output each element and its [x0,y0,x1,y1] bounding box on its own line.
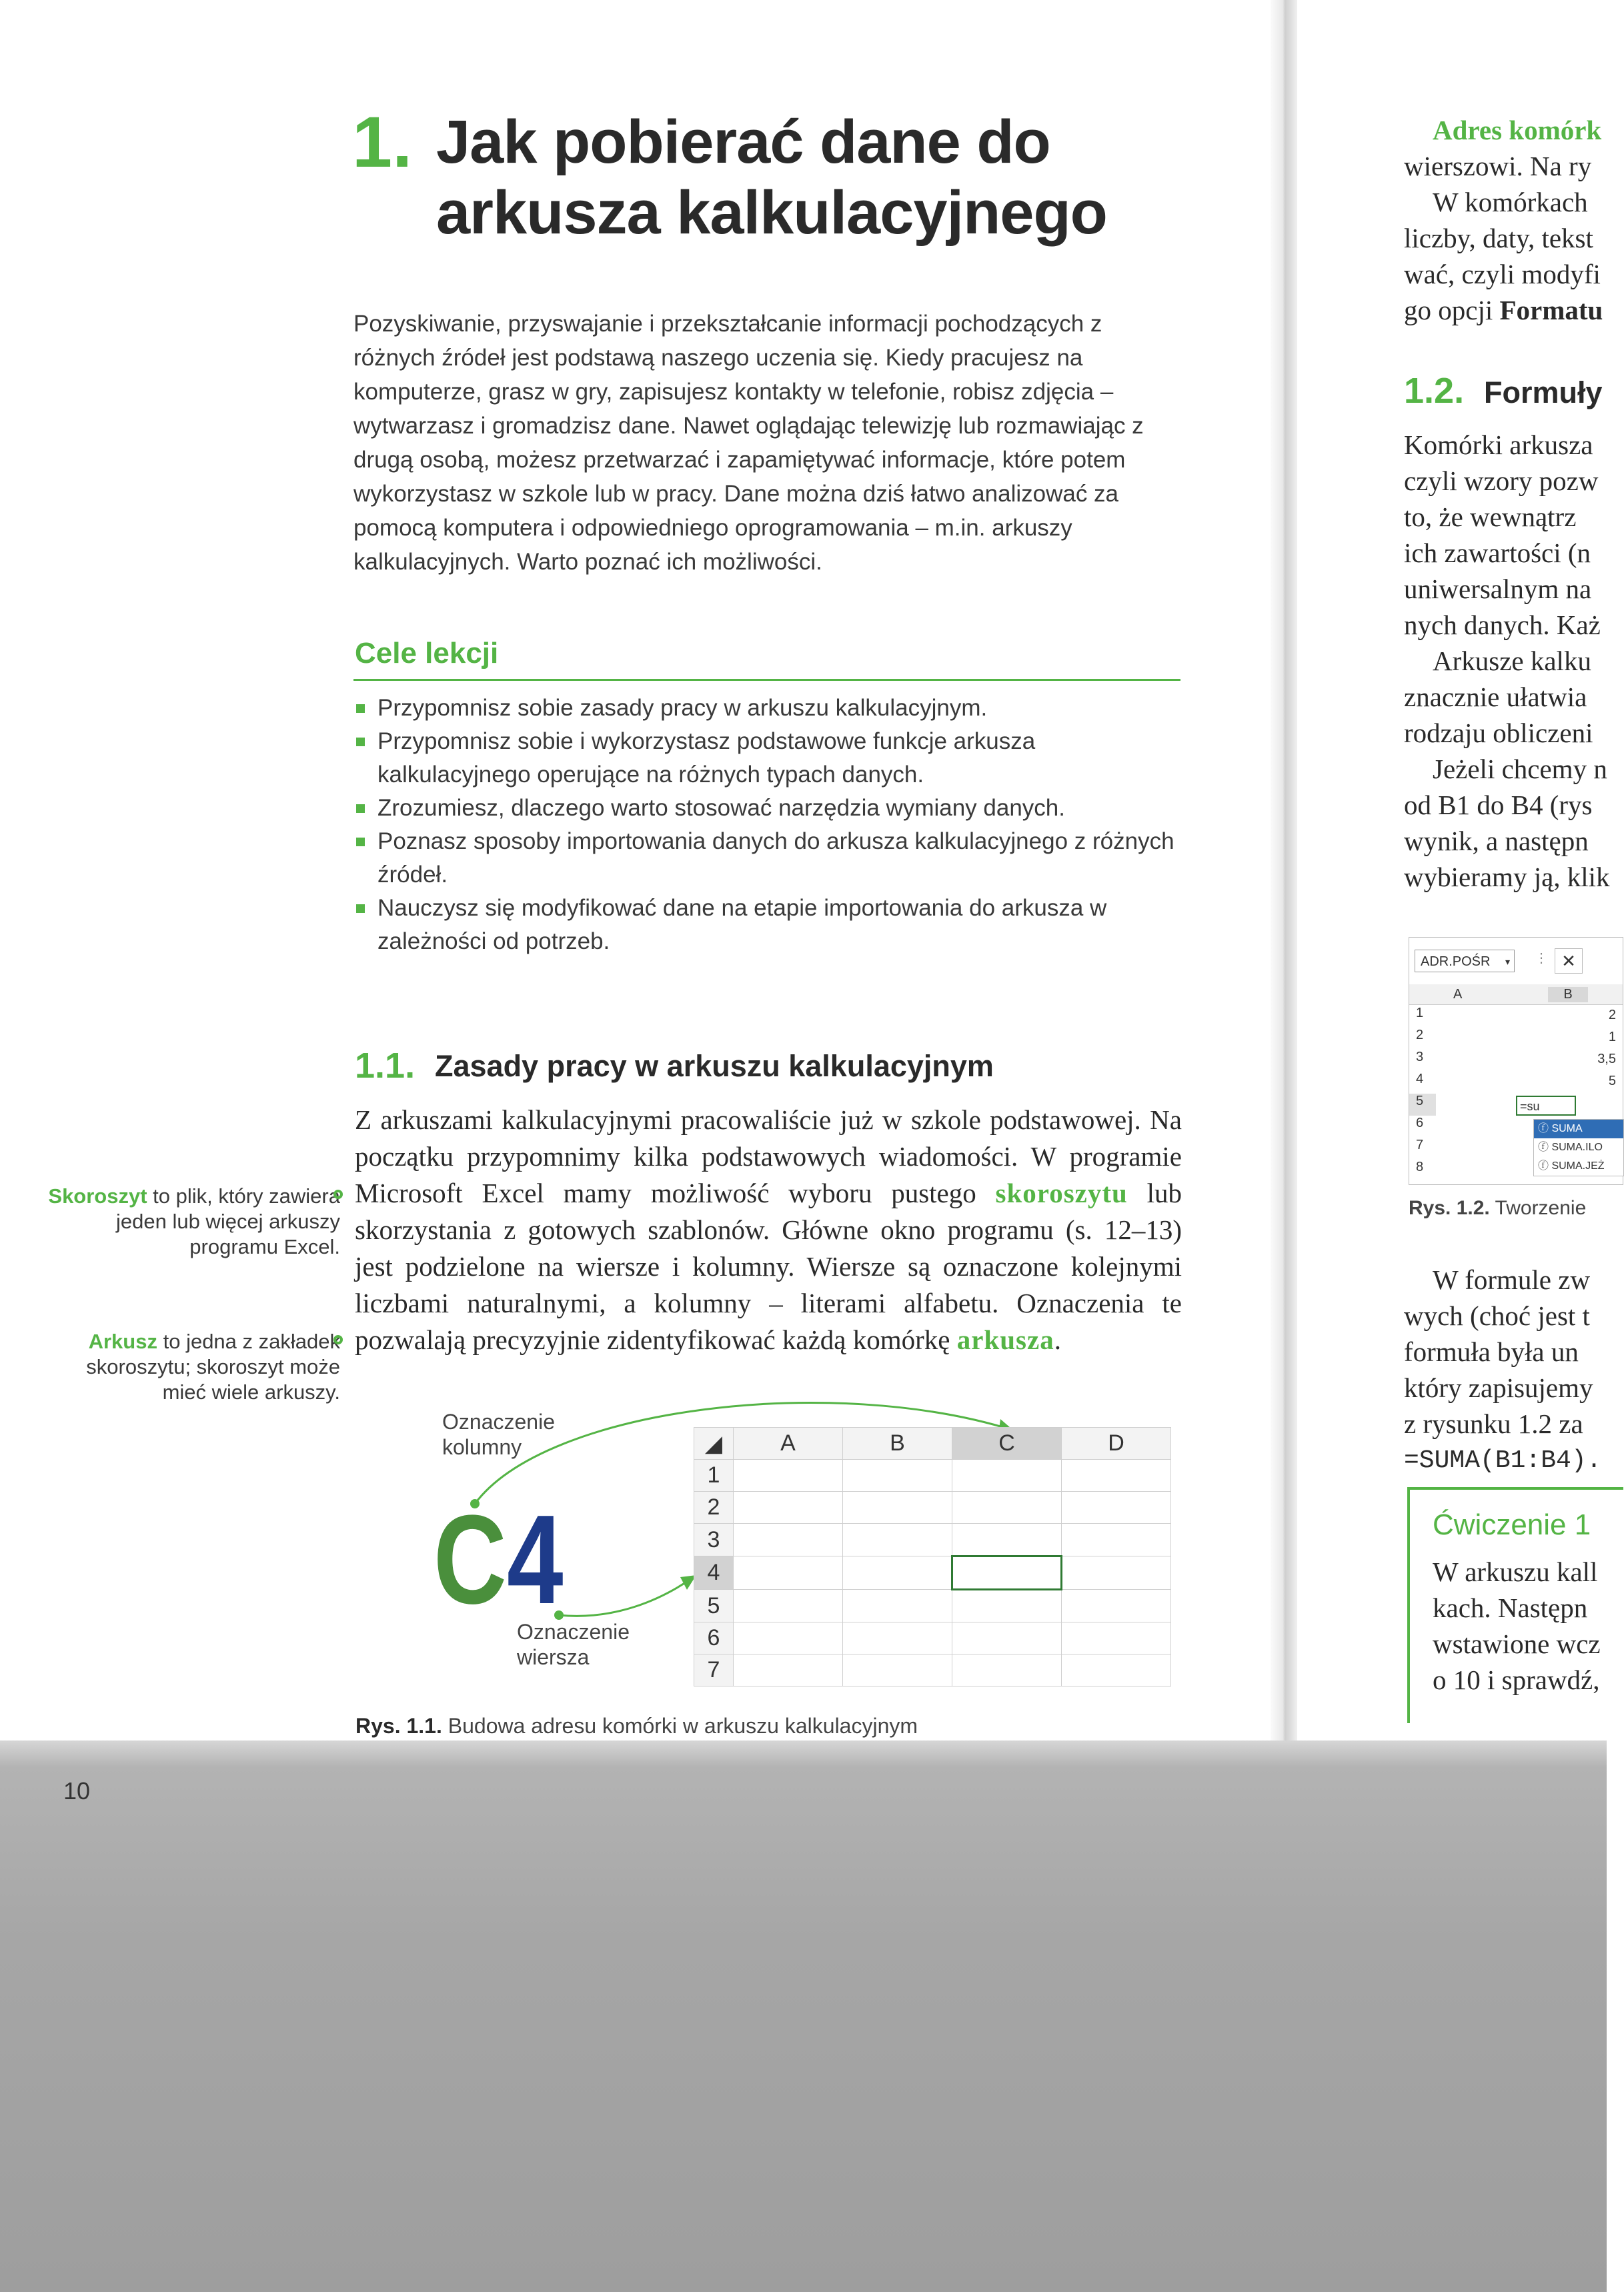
name-box-value: ADR.POŚR [1421,954,1491,969]
goal-item: Poznasz sposoby importowania danych do arkusza kalkulacyjnego z różnych źródeł. [353,825,1180,892]
goal-item: Przypomnisz sobie i wykorzystasz podstawowe funkcje arkusza kalkulacyjnego operujące na różnych typach danych. [353,725,1180,792]
table-row [694,1492,1171,1524]
selected-cell-c4 [952,1556,1062,1590]
column-header: D [1062,1428,1171,1460]
mini-row: 4 [1416,1072,1424,1086]
right-line: od B1 do B4 (rys [1404,790,1593,820]
right-line: znacznie ułatwia [1404,682,1587,712]
table-row [694,1460,1171,1492]
caption-number: Rys. 1.1. [355,1714,442,1738]
formula-bar-separator: ⋮ [1535,951,1548,966]
mini-row-headers [1409,1006,1436,1182]
right-line: Arkusze kalku [1433,646,1591,676]
mini-formula-cell: =su [1516,1096,1576,1116]
right-heading-address: Adres komórk [1433,115,1602,145]
row-header: 3 [694,1524,734,1556]
right-line: z rysunku 1.2 za [1404,1408,1583,1439]
row-header: 7 [694,1654,734,1686]
mini-row: 1 [1416,1006,1424,1020]
term-arkusz: arkusza [956,1324,1054,1355]
mini-value: 1 [1608,1030,1616,1044]
exercise-line: wstawione wcz [1433,1628,1601,1659]
table-row [694,1524,1171,1556]
right-line: formuła była un [1404,1336,1579,1367]
right-figure-caption [1409,1197,1586,1220]
autocomplete-label: SUMA.ILO [1551,1142,1603,1153]
formula-example: =SUMA(B1:B4). [1404,1446,1602,1475]
row-header: 6 [694,1622,734,1654]
body-text: lub skorzystania z gotowych szablonów. Główne okno programu (s. 12–13) jest podzielone na wiersze i kolumny. Wiersze są oznaczone kolejnymi liczbami naturalnymi, a kolumny – literami alfabetu. Oznaczenia te pozwalają precyzyjnie zidentyfikować każdą komórkę [355,1178,1182,1355]
caption-text: Tworzenie [1489,1197,1587,1219]
select-all-corner: ◢ [694,1428,734,1460]
right-line: W komórkach [1433,187,1588,217]
right-line: czyli wzory pozw [1404,465,1599,496]
formula-screenshot [1409,937,1623,1185]
row-header: 1 [694,1460,734,1492]
goal-item: Nauczysz się modyfikować dane na etapie importowania do arkusza w zależności od potrzeb. [353,892,1180,958]
mini-col-a: A [1453,987,1463,1002]
right-section-title: Formuły [1484,375,1603,409]
row-header: 2 [694,1492,734,1524]
right-line: Jeżeli chcemy n [1433,754,1607,784]
caption-number: Rys. 1.2. [1409,1197,1490,1219]
label-column-designation: Oznaczenie kolumny [442,1410,555,1459]
dropdown-arrow-icon: ▾ [1505,956,1510,967]
right-line-text: go opcji [1404,295,1500,325]
figure-caption [355,1714,918,1739]
autocomplete-label: SUMA [1551,1123,1583,1134]
goal-item: Zrozumiesz, dlaczego warto stosować narzędzia wymiany danych. [353,792,1180,825]
right-line: wynik, a następn [1404,826,1589,856]
section-number: 1.1. [355,1046,416,1086]
note-term: Skoroszyt [48,1184,147,1208]
exercise-line: W arkuszu kall [1433,1556,1598,1587]
exercise-line: kach. Następn [1433,1592,1588,1623]
right-section-number: 1.2. [1404,371,1465,411]
note-text: to plik, który zawiera jeden lub więcej arkuszy programu Excel. [115,1184,340,1258]
right-line: rodzaju obliczeni [1404,718,1593,748]
mini-col-b: B [1548,987,1588,1002]
column-header-selected: C [952,1428,1062,1460]
right-line: ich zawartości (n [1404,537,1591,568]
goals-heading: Cele lekcji [355,637,499,670]
name-box [1415,950,1515,972]
chapter-number: 1. [352,101,413,182]
arrow-to-row-4 [559,1577,694,1616]
mini-row: 5 [1409,1094,1436,1116]
cancel-icon: ✕ [1555,948,1583,974]
exercise-line: o 10 i sprawdź, [1433,1664,1600,1695]
page-number: 10 [63,1777,91,1805]
mini-row: 3 [1416,1050,1424,1064]
row-header-selected: 4 [694,1556,734,1590]
right-line [1404,292,1603,328]
table-row [694,1622,1171,1654]
exercise-title: Ćwiczenie 1 [1433,1508,1591,1541]
mini-column-headers [1409,984,1623,1005]
mini-row: 6 [1416,1116,1424,1130]
mini-row: 8 [1416,1160,1424,1174]
term-skoroszyt: skoroszytu [995,1178,1128,1208]
label-row-designation: Oznaczenie wiersza [517,1620,630,1669]
body-text: Z arkuszami kalkulacyjnymi pracowaliście już w szkole podstawowej. Na początku przypomnimy kilka podstawowych wiadomości. W programie Microsoft Excel mamy możliwość wyboru pustego [355,1104,1182,1208]
mini-value: 2 [1608,1008,1616,1022]
right-line: liczby, daty, tekst [1404,223,1593,253]
table-row [694,1590,1171,1622]
table-row [694,1654,1171,1686]
mini-value: 3,5 [1597,1052,1616,1066]
caption-text: Budowa adresu komórki w arkuszu kalkulacyjnym [442,1714,918,1738]
section-title: Zasady pracy w arkuszu kalkulacyjnym [435,1049,994,1083]
right-line: to, że wewnątrz [1404,501,1577,532]
grid-header-row [694,1428,1171,1460]
goal-item: Przypomnisz sobie zasady pracy w arkuszu kalkulacyjnym. [353,692,1180,725]
note-term: Arkusz [88,1330,157,1353]
mini-value: 5 [1608,1074,1616,1088]
column-header: B [843,1428,952,1460]
mini-row: 2 [1416,1028,1424,1042]
autocomplete-label: SUMA.JEŻ [1551,1160,1605,1172]
right-line: wierszowi. Na ry [1404,151,1592,181]
right-line: który zapisujemy [1404,1372,1593,1403]
autocomplete-item: ⓕ SUMA.ILO [1538,1142,1603,1153]
right-line: wać, czyli modyfi [1404,259,1601,289]
autocomplete-list [1533,1119,1624,1176]
right-line: W formule zw [1433,1264,1591,1295]
mini-values [1569,1008,1616,1096]
table-row [694,1556,1171,1590]
right-line: nych danych. Każ [1404,610,1601,640]
intro-paragraph: Pozyskiwanie, przyswajanie i przekształcanie informacji pochodzących z różnych źródeł jest podstawą naszego uczenia się. Kiedy pracujesz na komputerze, grasz w gry, zapisujesz kontakty w telefonie, robisz zdjęcia – wytwarzasz i gromadzisz dane. Nawet oglądając telewizję lub rozmawiając z drugą osobą, możesz przetwarzać i zapamiętywać informacje, które potem wykorzystasz w szkole lub w pracy. Dane można dziś łatwo analizować za pomocą komputera i odpowiedniego oprogramowania – m.in. arkuszy kalkulacyjnych. Warto poznać ich możliwości. [353,311,1144,575]
right-format-term: Formatu [1499,295,1603,325]
spreadsheet-grid [694,1427,1171,1686]
right-line: wybieramy ją, klik [1404,862,1610,892]
mini-row: 7 [1416,1138,1424,1152]
right-line: uniwersalnym na [1404,574,1592,604]
right-line: Komórki arkusza [1404,429,1593,460]
autocomplete-item: ⓕ SUMA.JEŻ [1538,1160,1605,1172]
row-header: 5 [694,1590,734,1622]
body-text: . [1054,1324,1061,1355]
cell-address-number: 4 [507,1489,564,1630]
cell-address-letter: C [434,1489,507,1630]
right-line: wych (choć jest t [1404,1300,1590,1331]
column-header: A [734,1428,843,1460]
chapter-title: Jak pobierać dane do arkusza kalkulacyjnego [436,108,1107,247]
note-text: to jedna z zakładek skoroszytu; skoroszyt może mieć wiele arkuszy. [86,1330,340,1404]
autocomplete-item: ⓕ SUMA [1534,1120,1623,1138]
